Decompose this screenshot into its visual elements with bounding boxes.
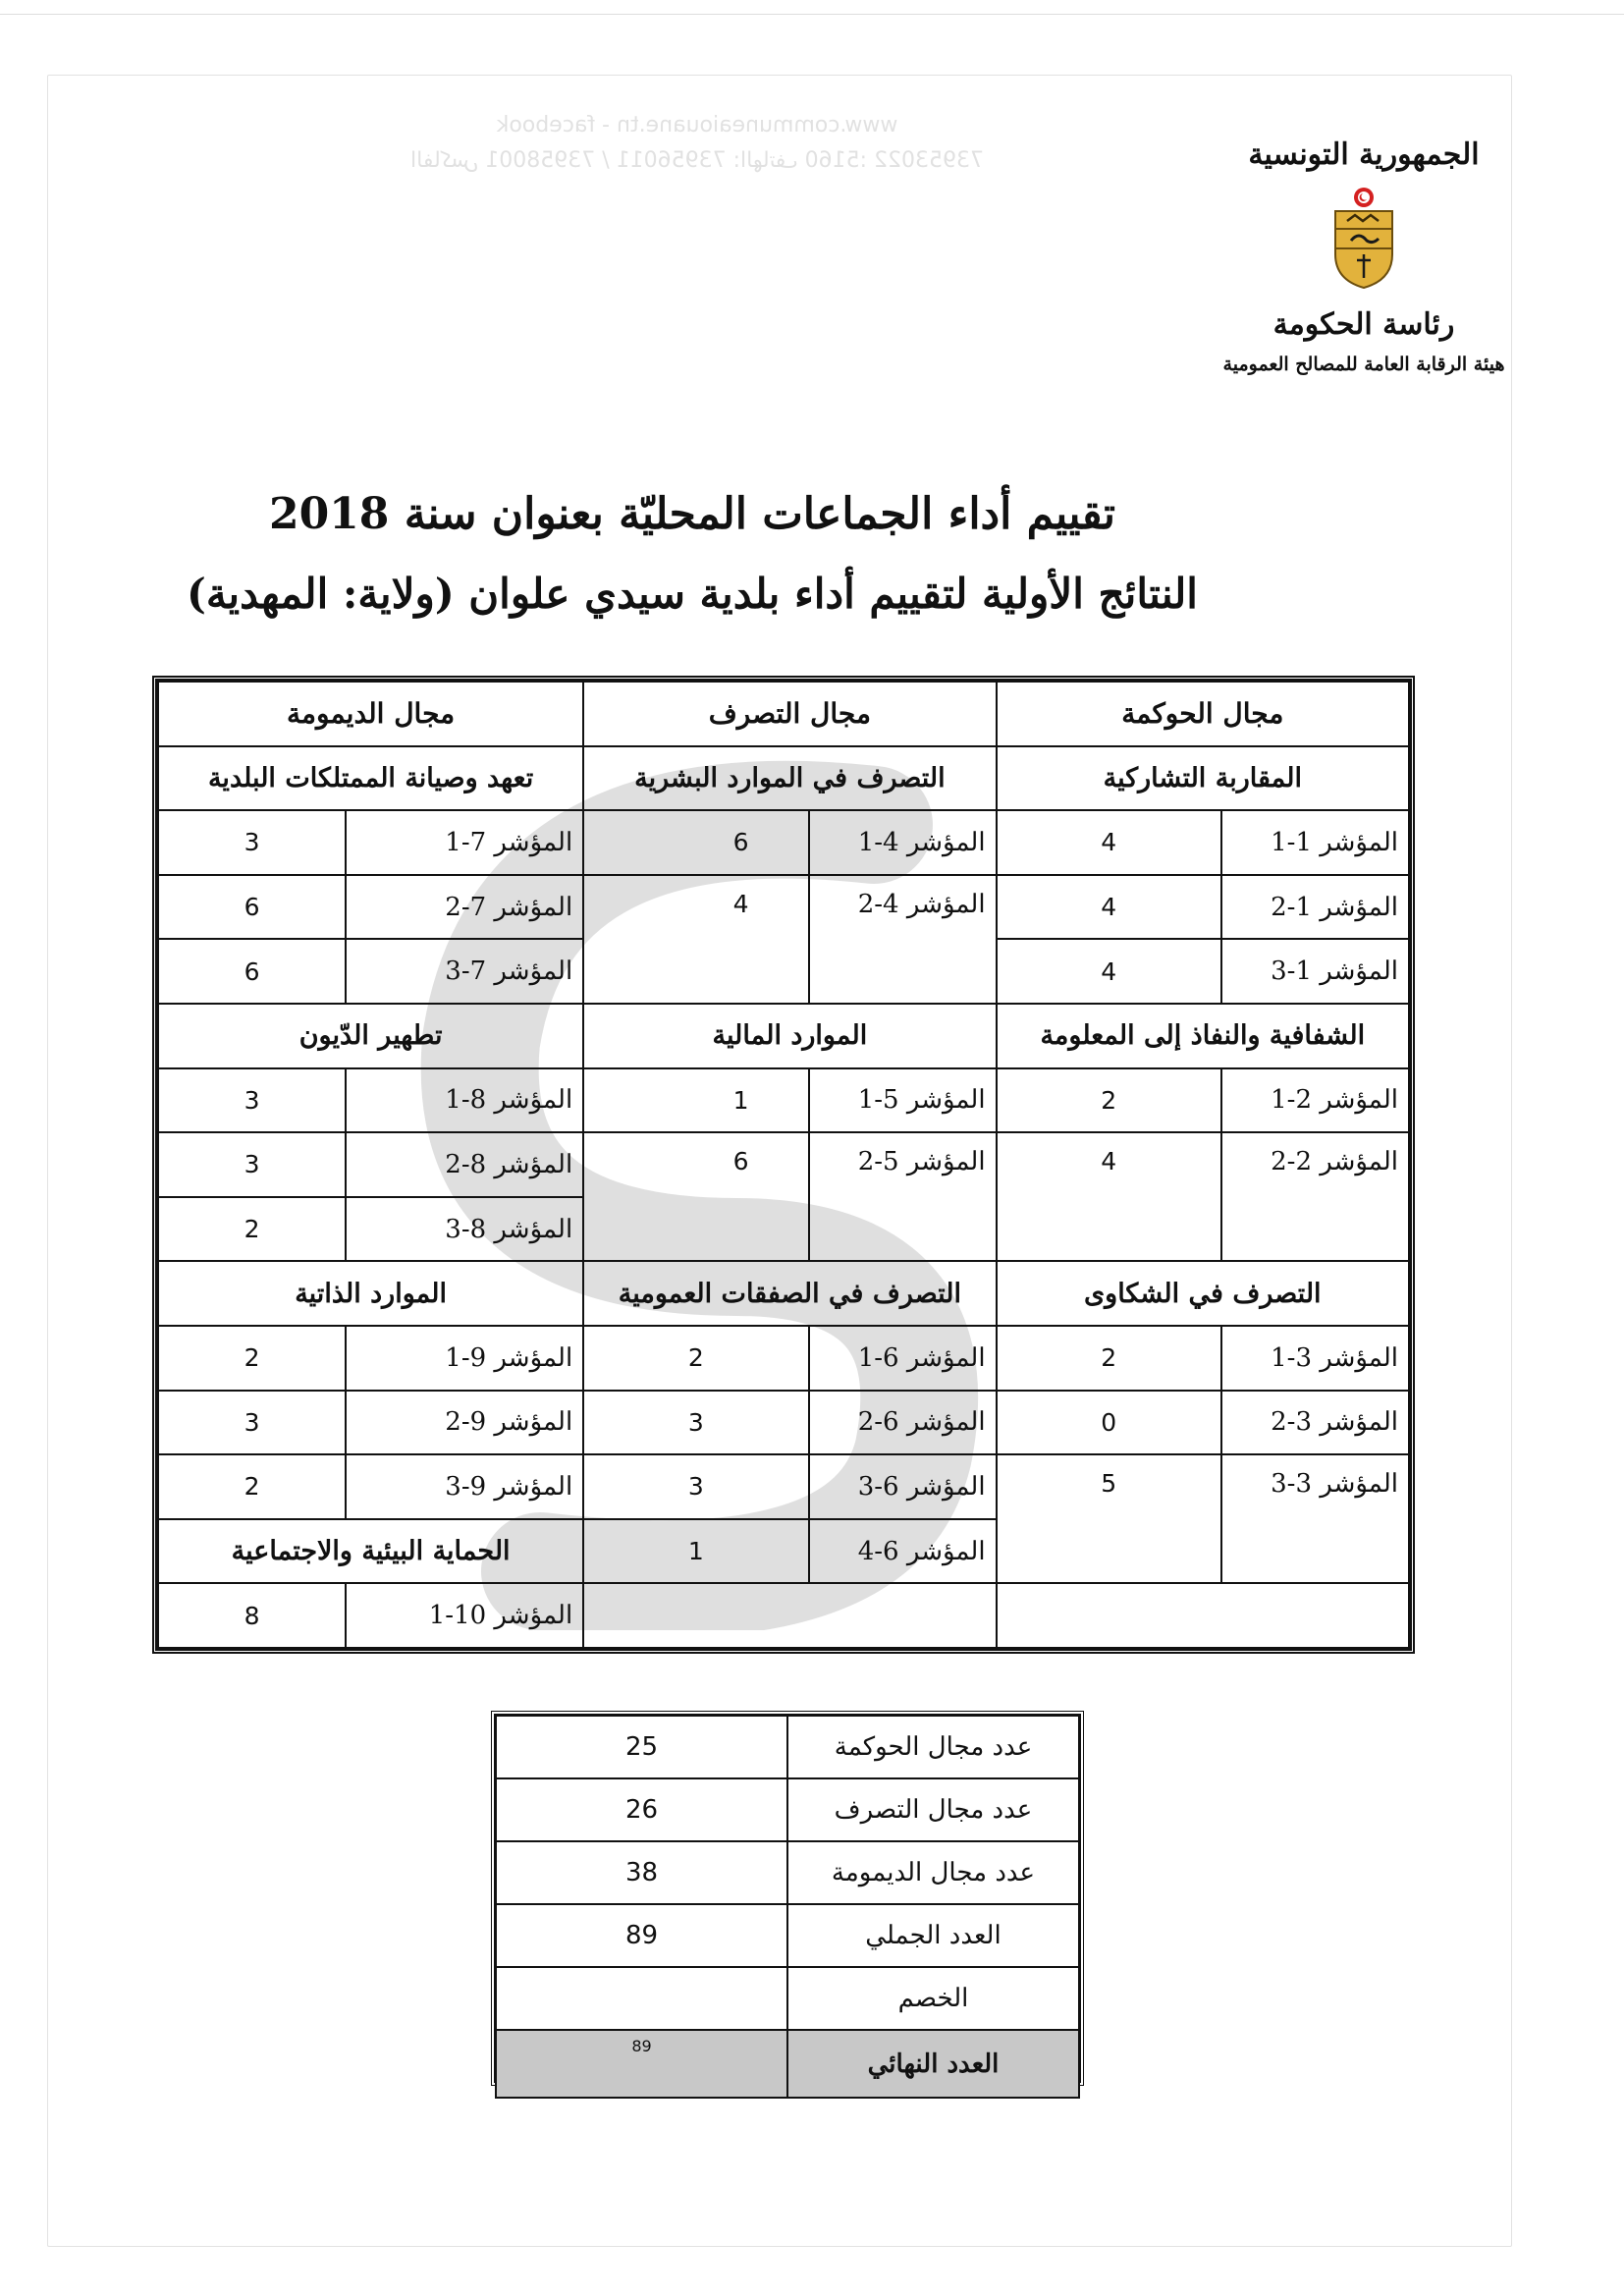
table-row <box>158 1391 1409 1455</box>
indicator-score: 3 <box>158 810 346 875</box>
indicator-label: المؤشر 9-1 <box>346 1326 583 1391</box>
domain-header-row <box>158 682 1409 746</box>
indicator-label: المؤشر 3-3 <box>1221 1454 1409 1583</box>
summary-label: الخصم <box>787 1967 1079 2030</box>
table-row <box>158 1132 1409 1197</box>
theme-own-resources: الموارد الذاتية <box>158 1261 583 1326</box>
government-name: رئاسة الحكومة <box>1272 307 1455 342</box>
indicator-score: 4 <box>997 810 1221 875</box>
indicator-score: 8 <box>158 1583 346 1648</box>
empty-cell <box>583 1583 996 1648</box>
summary-row <box>496 1778 1079 1841</box>
indicator-label: المؤشر 10-1 <box>346 1583 583 1648</box>
document-header <box>1217 137 1511 375</box>
theme-complaints: التصرف في الشكاوى <box>997 1261 1409 1326</box>
indicator-label: المؤشر 6-1 <box>809 1326 997 1391</box>
indicator-label: المؤشر 6-2 <box>809 1391 997 1455</box>
theme-financial-resources: الموارد المالية <box>583 1004 996 1068</box>
theme-property-maintenance: تعهد وصيانة الممتلكات البلدية <box>158 746 583 811</box>
indicator-label: المؤشر 7-3 <box>346 939 583 1004</box>
indicator-score: 3 <box>583 1454 808 1519</box>
theme-participatory: المقاربة التشاركية <box>997 746 1409 811</box>
indicator-label: المؤشر 1-2 <box>1221 875 1409 940</box>
empty-cell <box>997 1583 1409 1648</box>
indicator-label: المؤشر 6-4 <box>809 1519 997 1584</box>
indicator-label: المؤشر 5-2 <box>809 1132 997 1261</box>
summary-label: العدد الجملي <box>787 1904 1079 1967</box>
results-grid <box>152 676 1415 1654</box>
indicator-score: 0 <box>997 1391 1221 1455</box>
summary-final-row <box>496 2030 1079 2098</box>
theme-row <box>158 1261 1409 1326</box>
summary-label: عدد مجال الحوكمة <box>787 1716 1079 1778</box>
indicator-label: المؤشر 8-2 <box>346 1132 583 1197</box>
indicator-label: المؤشر 7-2 <box>346 875 583 940</box>
indicator-score: 2 <box>158 1326 346 1391</box>
summary-label: عدد مجال الديمومة <box>787 1841 1079 1904</box>
summary-value: 89 <box>496 1904 787 1967</box>
domain-management: مجال التصرف <box>583 682 996 746</box>
table-row <box>158 1583 1409 1648</box>
table-row <box>158 1326 1409 1391</box>
indicator-score: 1 <box>583 1068 808 1133</box>
bleed-through-text <box>295 108 1100 206</box>
indicator-score: 6 <box>583 1132 808 1261</box>
theme-public-procurement: التصرف في الصفقات العمومية <box>583 1261 996 1326</box>
theme-environmental-protection: الحماية البيئية والاجتماعية <box>158 1519 583 1584</box>
indicator-score: 6 <box>158 875 346 940</box>
indicator-label: المؤشر 5-1 <box>809 1068 997 1133</box>
theme-human-resources: التصرف في الموارد البشرية <box>583 746 996 811</box>
indicator-score: 3 <box>583 1391 808 1455</box>
results-table <box>157 681 1410 1649</box>
indicator-score: 3 <box>158 1068 346 1133</box>
table-row <box>158 875 1409 940</box>
indicator-label: المؤشر 7-1 <box>346 810 583 875</box>
summary-label: العدد النهائي <box>787 2030 1079 2098</box>
summary-row <box>496 1841 1079 1904</box>
indicator-score: 3 <box>158 1391 346 1455</box>
indicator-score: 4 <box>583 875 808 1004</box>
agency-name: هيئة الرقابة العامة للمصالح العمومية <box>1222 354 1505 375</box>
theme-row <box>158 746 1409 811</box>
indicator-score: 2 <box>158 1454 346 1519</box>
indicator-score: 5 <box>997 1454 1221 1583</box>
bleed-line-2: 73953022 :الفاكس 73958001 / 73956011 :الهاتف 5160 <box>410 148 984 173</box>
summary-value: 25 <box>496 1716 787 1778</box>
table-row <box>158 810 1409 875</box>
indicator-score: 4 <box>997 875 1221 940</box>
scan-edge-line <box>0 14 1624 15</box>
indicator-label: المؤشر 9-2 <box>346 1391 583 1455</box>
domain-governance: مجال الحوكمة <box>997 682 1409 746</box>
summary-row <box>496 1967 1079 2030</box>
summary-value: 89 <box>496 2030 787 2098</box>
indicator-score: 2 <box>997 1068 1221 1133</box>
indicator-score: 4 <box>997 1132 1221 1261</box>
indicator-label: المؤشر 4-2 <box>809 875 997 1004</box>
indicator-label: المؤشر 1-3 <box>1221 939 1409 1004</box>
indicator-label: المؤشر 2-2 <box>1221 1132 1409 1261</box>
summary-box <box>491 1711 1084 2086</box>
summary-row <box>496 1716 1079 1778</box>
indicator-score: 6 <box>158 939 346 1004</box>
summary-value <box>496 1967 787 2030</box>
indicator-label: المؤشر 8-3 <box>346 1197 583 1262</box>
summary-label: عدد مجال التصرف <box>787 1778 1079 1841</box>
indicator-score: 3 <box>158 1132 346 1197</box>
indicator-score: 4 <box>997 939 1221 1004</box>
country-name: الجمهورية التونسية <box>1248 137 1480 172</box>
indicator-label: المؤشر 6-3 <box>809 1454 997 1519</box>
indicator-label: المؤشر 1-1 <box>1221 810 1409 875</box>
indicator-label: المؤشر 9-3 <box>346 1454 583 1519</box>
table-row <box>158 1068 1409 1133</box>
indicator-score: 6 <box>583 810 808 875</box>
page-title: تقييم أداء الجماعات المحليّة بعنوان سنة 2018 <box>268 489 1116 539</box>
summary-value: 26 <box>496 1778 787 1841</box>
indicator-label: المؤشر 3-2 <box>1221 1391 1409 1455</box>
indicator-score: 2 <box>158 1197 346 1262</box>
bleed-line-1: www.communeaiouane.tn - facebook <box>496 113 898 137</box>
indicator-score: 2 <box>997 1326 1221 1391</box>
page-subtitle: النتائج الأولية لتقييم أداء بلدية سيدي علوان (ولاية: المهدية) <box>187 570 1198 618</box>
summary-table <box>495 1715 1080 2099</box>
indicator-label: المؤشر 2-1 <box>1221 1068 1409 1133</box>
indicator-label: المؤشر 3-1 <box>1221 1326 1409 1391</box>
summary-value: 38 <box>496 1841 787 1904</box>
domain-sustainability: مجال الديمومة <box>158 682 583 746</box>
table-row <box>158 1454 1409 1519</box>
theme-debt-clearance: تطهير الدّيون <box>158 1004 583 1068</box>
indicator-label: المؤشر 4-1 <box>809 810 997 875</box>
indicator-label: المؤشر 8-1 <box>346 1068 583 1133</box>
theme-row <box>158 1004 1409 1068</box>
theme-transparency: الشفافية والنفاذ إلى المعلومة <box>997 1004 1409 1068</box>
indicator-score: 2 <box>583 1326 808 1391</box>
summary-row <box>496 1904 1079 1967</box>
tunisia-coat-of-arms-icon <box>1327 186 1400 290</box>
indicator-score: 1 <box>583 1519 808 1584</box>
